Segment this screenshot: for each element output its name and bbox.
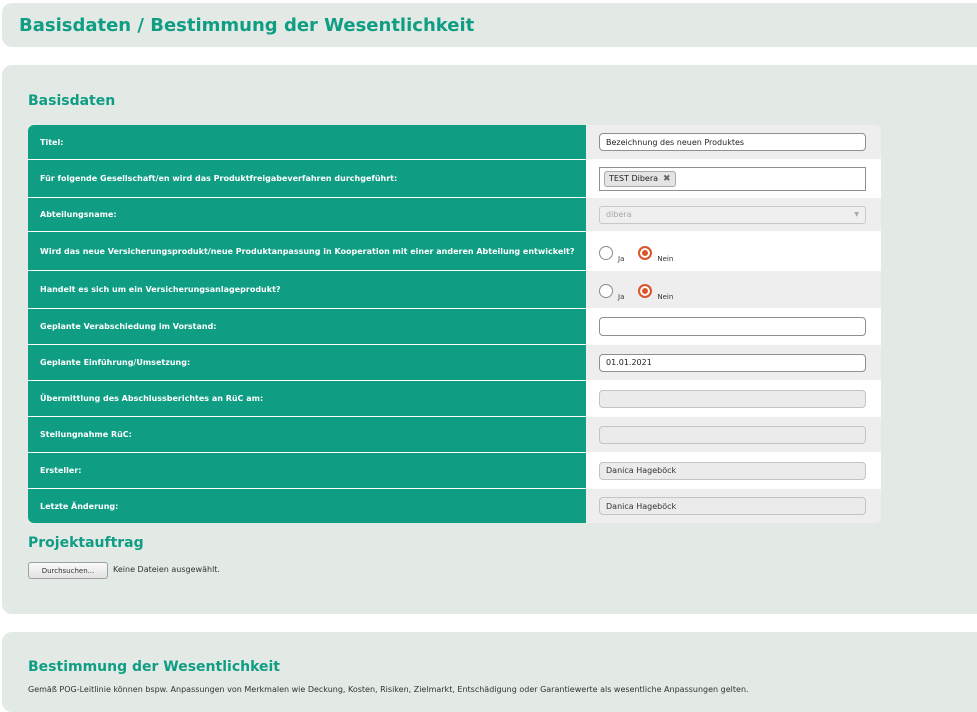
einfuehrung-date-input[interactable]: 01.01.2021 <box>599 354 866 372</box>
row-aenderung <box>28 489 881 523</box>
uebermittlung-label: Übermittlung des Abschlussberichtes an RüC am: <box>28 381 586 416</box>
projektauftrag-heading: Projektauftrag <box>28 535 144 551</box>
header-panel <box>2 3 977 47</box>
abteilung-select[interactable] <box>599 206 866 224</box>
kooperation-radio-group <box>599 246 687 263</box>
remove-tag-icon[interactable]: ✖ <box>663 173 671 184</box>
anlage-radio-group <box>599 284 687 301</box>
page-title: Basisdaten / Bestimmung der Wesentlichkeit <box>19 15 475 36</box>
ersteller-label: Ersteller: <box>28 453 586 488</box>
stellungnahme-input <box>599 426 866 444</box>
wesentlichkeit-description: Gemäß POG-Leitlinie können bspw. Anpassungen von Merkmalen wie Deckung, Kosten, Risiken, Zielmarkt, Entschädigung oder Garantiewerte als wesentliche Anpassungen gelten. <box>28 685 749 694</box>
gesellschaft-multiselect[interactable] <box>599 167 866 191</box>
verabschiedung-date-input[interactable] <box>599 317 866 336</box>
row-gesellschaft <box>28 160 881 198</box>
row-titel <box>28 125 881 160</box>
row-ersteller <box>28 453 881 489</box>
wesentlichkeit-heading: Bestimmung der Wesentlichkeit <box>28 659 280 675</box>
anlage-nein-radio[interactable] <box>638 284 652 298</box>
kooperation-label: Wird das neue Versicherungsprodukt/neue Produktanpassung in Kooperation mit einer anderen Abteilung entwickelt? <box>28 232 586 270</box>
kooperation-ja-radio[interactable] <box>599 246 613 260</box>
row-abteilung <box>28 198 881 232</box>
gesellschaft-label: Für folgende Gesellschaft/en wird das Produktfreigabeverfahren durchgeführt: <box>28 160 586 197</box>
aenderung-input: Danica Hageböck <box>599 497 866 515</box>
gesellschaft-tag-label: TEST Dibera <box>609 174 659 183</box>
titel-input[interactable]: Bezeichnung des neuen Produktes <box>599 133 866 151</box>
kooperation-nein-radio[interactable] <box>638 246 652 260</box>
row-kooperation <box>28 232 881 271</box>
einfuehrung-label: Geplante Einführung/Umsetzung: <box>28 345 586 380</box>
basisdaten-panel <box>2 65 977 614</box>
no-file-text: Keine Dateien ausgewählt. <box>113 565 220 574</box>
uebermittlung-input <box>599 390 866 408</box>
basisdaten-form <box>28 125 881 523</box>
anlage-label: Handelt es sich um ein Versicherungsanlageprodukt? <box>28 271 586 308</box>
row-verabschiedung <box>28 309 881 345</box>
anlage-ja-label: Ja <box>618 293 625 301</box>
gesellschaft-tag <box>604 171 676 187</box>
row-einfuehrung <box>28 345 881 381</box>
aenderung-label: Letzte Änderung: <box>28 489 586 523</box>
kooperation-ja-label: Ja <box>618 254 625 263</box>
stellungnahme-label: Stellungnahme RüC: <box>28 417 586 452</box>
verabschiedung-label: Geplante Verabschiedung im Vorstand: <box>28 309 586 344</box>
anlage-ja-radio[interactable] <box>599 284 613 298</box>
wesentlichkeit-panel <box>2 632 977 712</box>
anlage-nein-label: Nein <box>657 293 674 301</box>
chevron-down-icon: ▼ <box>854 211 859 218</box>
browse-file-button[interactable]: Durchsuchen... <box>28 562 108 579</box>
basisdaten-heading: Basisdaten <box>28 93 116 109</box>
titel-label: Titel: <box>28 125 586 159</box>
abteilung-label: Abteilungsname: <box>28 198 586 231</box>
abteilung-select-value: dibera <box>606 210 632 219</box>
ersteller-input: Danica Hageböck <box>599 462 866 480</box>
row-stellungnahme <box>28 417 881 453</box>
kooperation-nein-label: Nein <box>657 254 674 263</box>
row-uebermittlung <box>28 381 881 417</box>
row-anlage <box>28 271 881 309</box>
